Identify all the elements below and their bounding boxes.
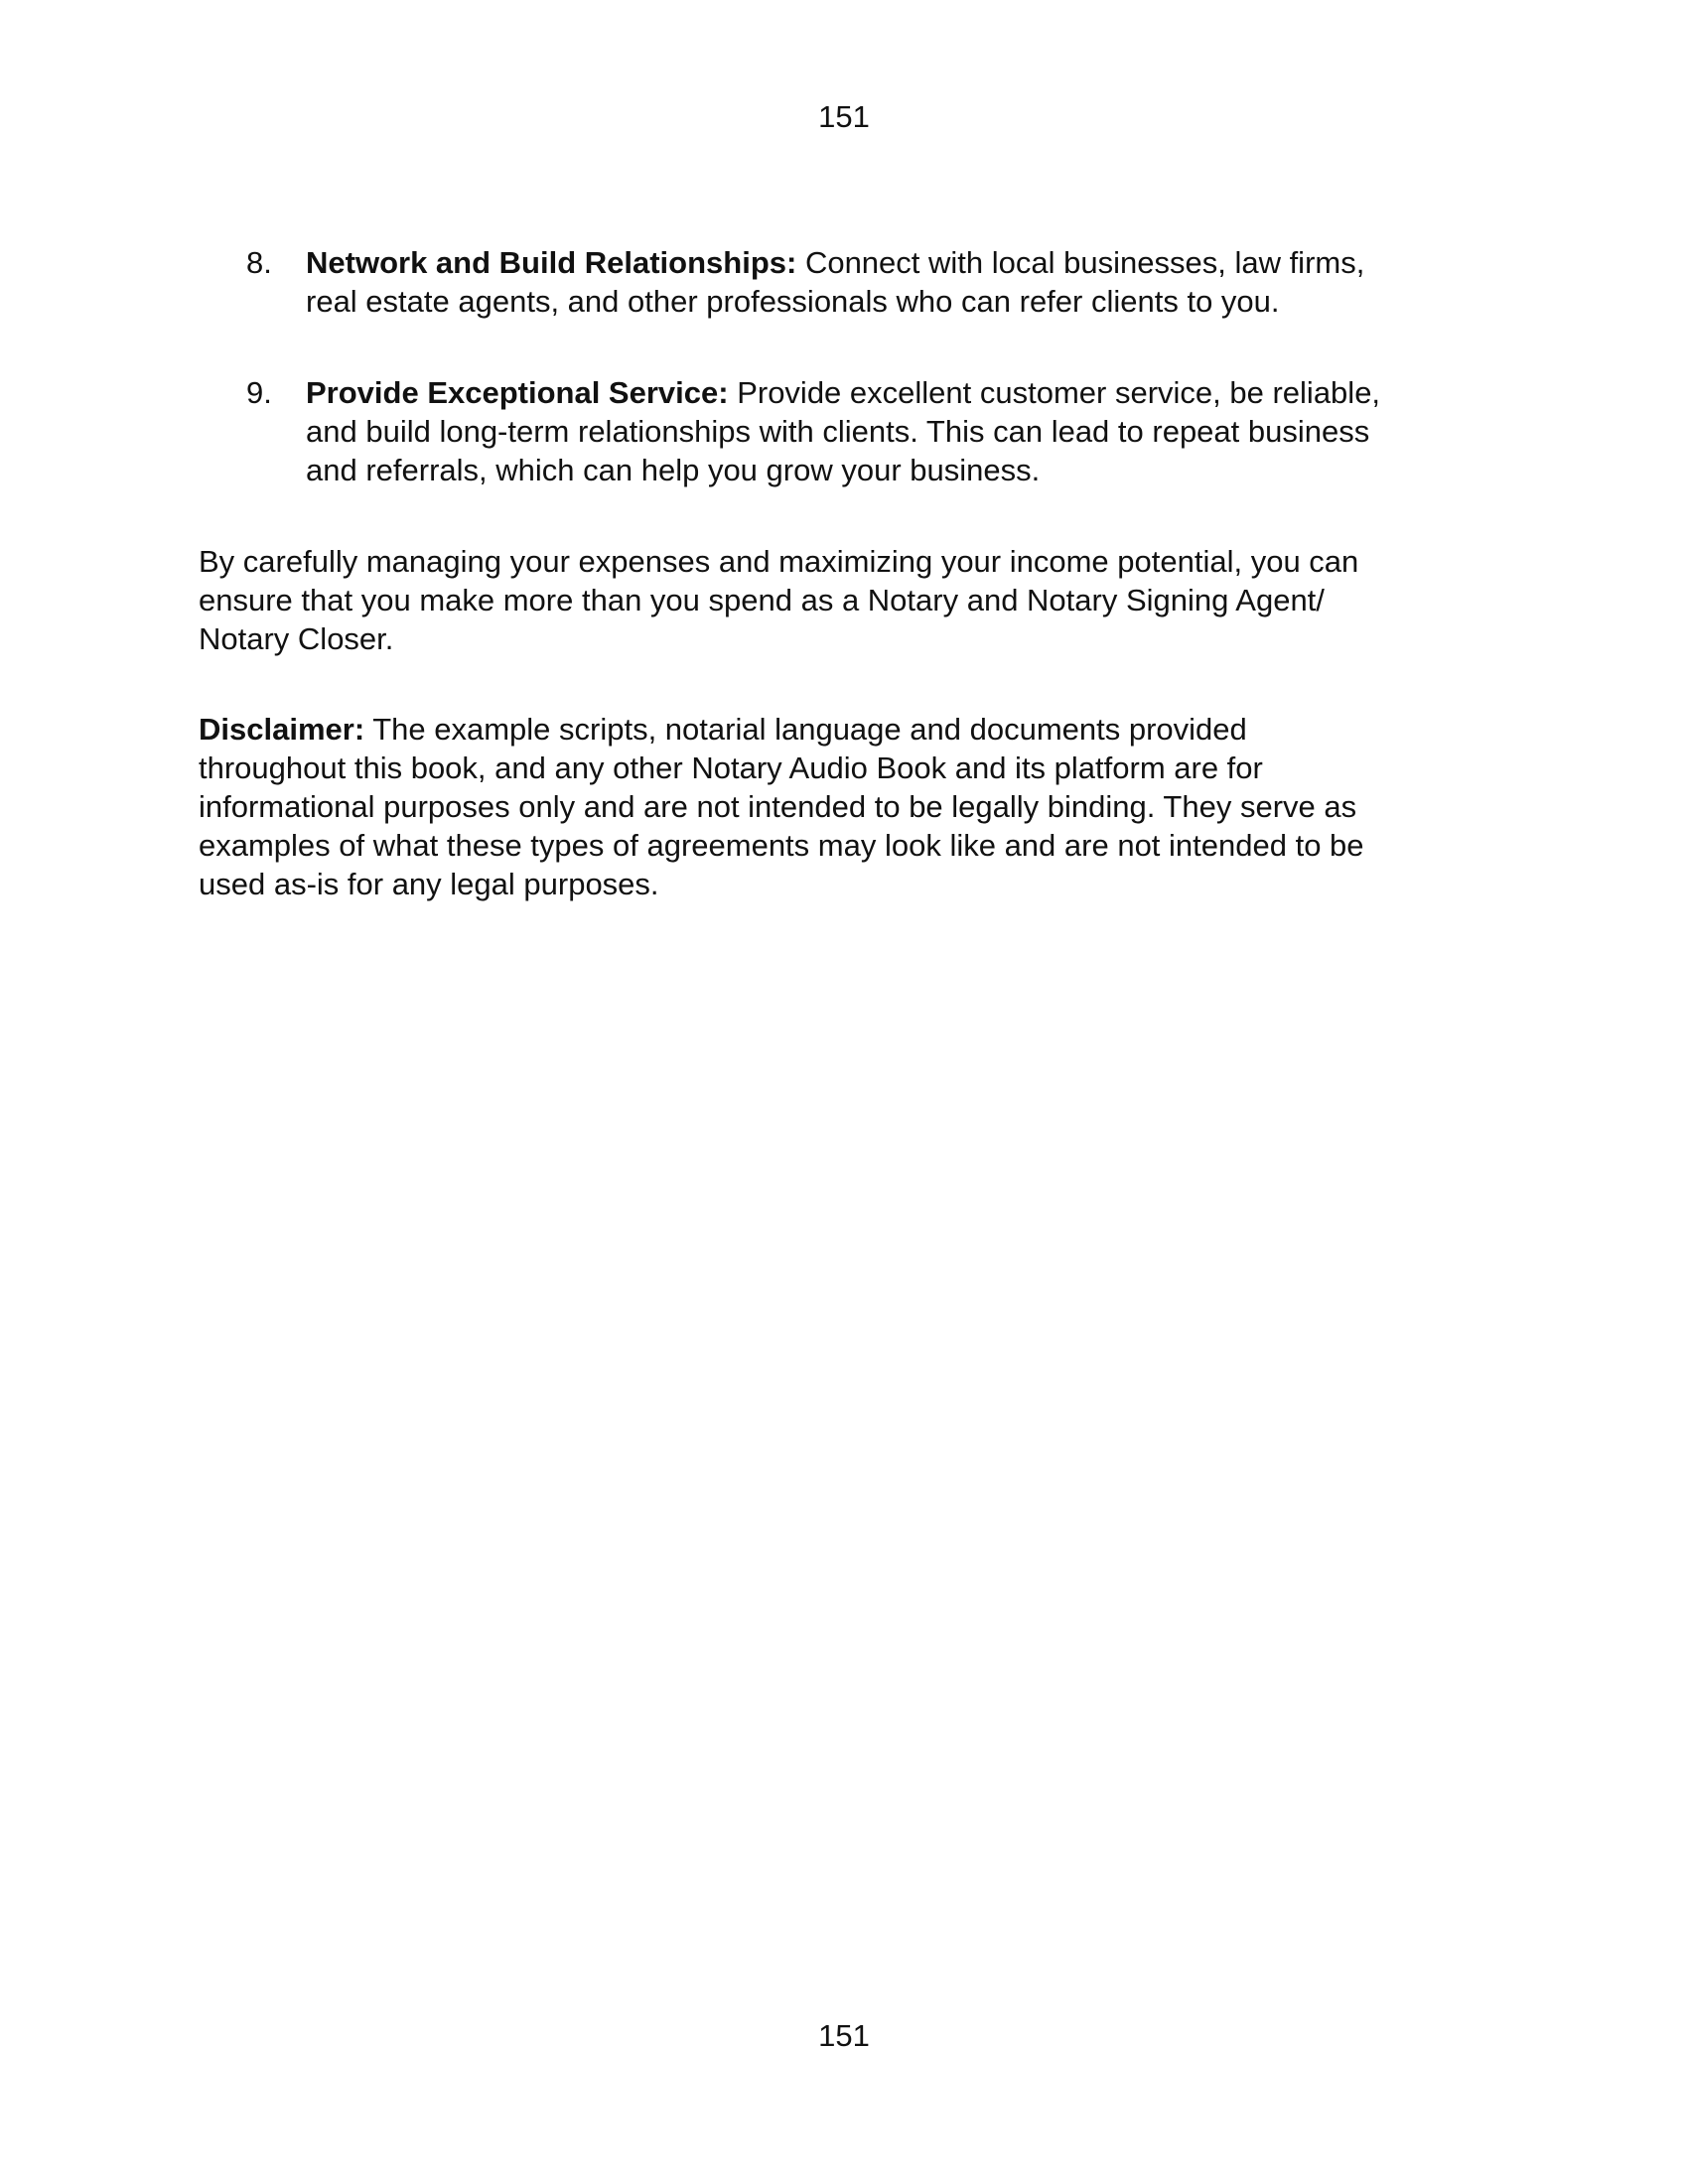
disclaimer-line: The example scripts, notarial language and documents provided xyxy=(364,712,1247,747)
list-item-heading: Provide Exceptional Service: xyxy=(306,375,729,410)
list-item-text-line: Provide excellent customer service, be reliable, xyxy=(728,375,1381,410)
disclaimer-line: throughout this book, and any other Notary Audio Book and its platform are for xyxy=(199,751,1263,785)
page-number-top: 151 xyxy=(818,99,870,134)
list-item-text-line: Connect with local businesses, law firms, xyxy=(796,245,1365,280)
disclaimer-line: examples of what these types of agreements may look like and are not intended to be xyxy=(199,828,1364,863)
summary-line: ensure that you make more than you spend as a Notary and Notary Signing Agent/ xyxy=(199,583,1325,617)
disclaimer-line: used as-is for any legal purposes. xyxy=(199,867,659,901)
disclaimer-heading: Disclaimer: xyxy=(199,712,365,747)
disclaimer-first-line xyxy=(199,710,1489,749)
list-item-9 xyxy=(199,373,1489,489)
list-item-text-line: and referrals, which can help you grow your business. xyxy=(306,453,1041,487)
list-item-number: 9. xyxy=(246,375,272,410)
list-item-first-line xyxy=(306,243,1489,282)
list-item-heading: Network and Build Relationships: xyxy=(306,245,797,280)
disclaimer-line: informational purposes only and are not intended to be legally binding. They serve as xyxy=(199,789,1357,824)
list-item-number: 8. xyxy=(246,245,272,280)
list-item-first-line xyxy=(306,373,1489,412)
page-content xyxy=(199,243,1489,955)
disclaimer-paragraph xyxy=(199,710,1489,903)
summary-line: By carefully managing your expenses and maximizing your income potential, you can xyxy=(199,544,1359,579)
list-item-text-line: and build long-term relationships with clients. This can lead to repeat business xyxy=(306,414,1370,449)
summary-paragraph xyxy=(199,542,1489,658)
page-number-bottom: 151 xyxy=(818,2018,870,2053)
list-item-text-line: real estate agents, and other professionals who can refer clients to you. xyxy=(306,284,1280,319)
summary-line: Notary Closer. xyxy=(199,621,394,656)
list-item-8 xyxy=(199,243,1489,321)
